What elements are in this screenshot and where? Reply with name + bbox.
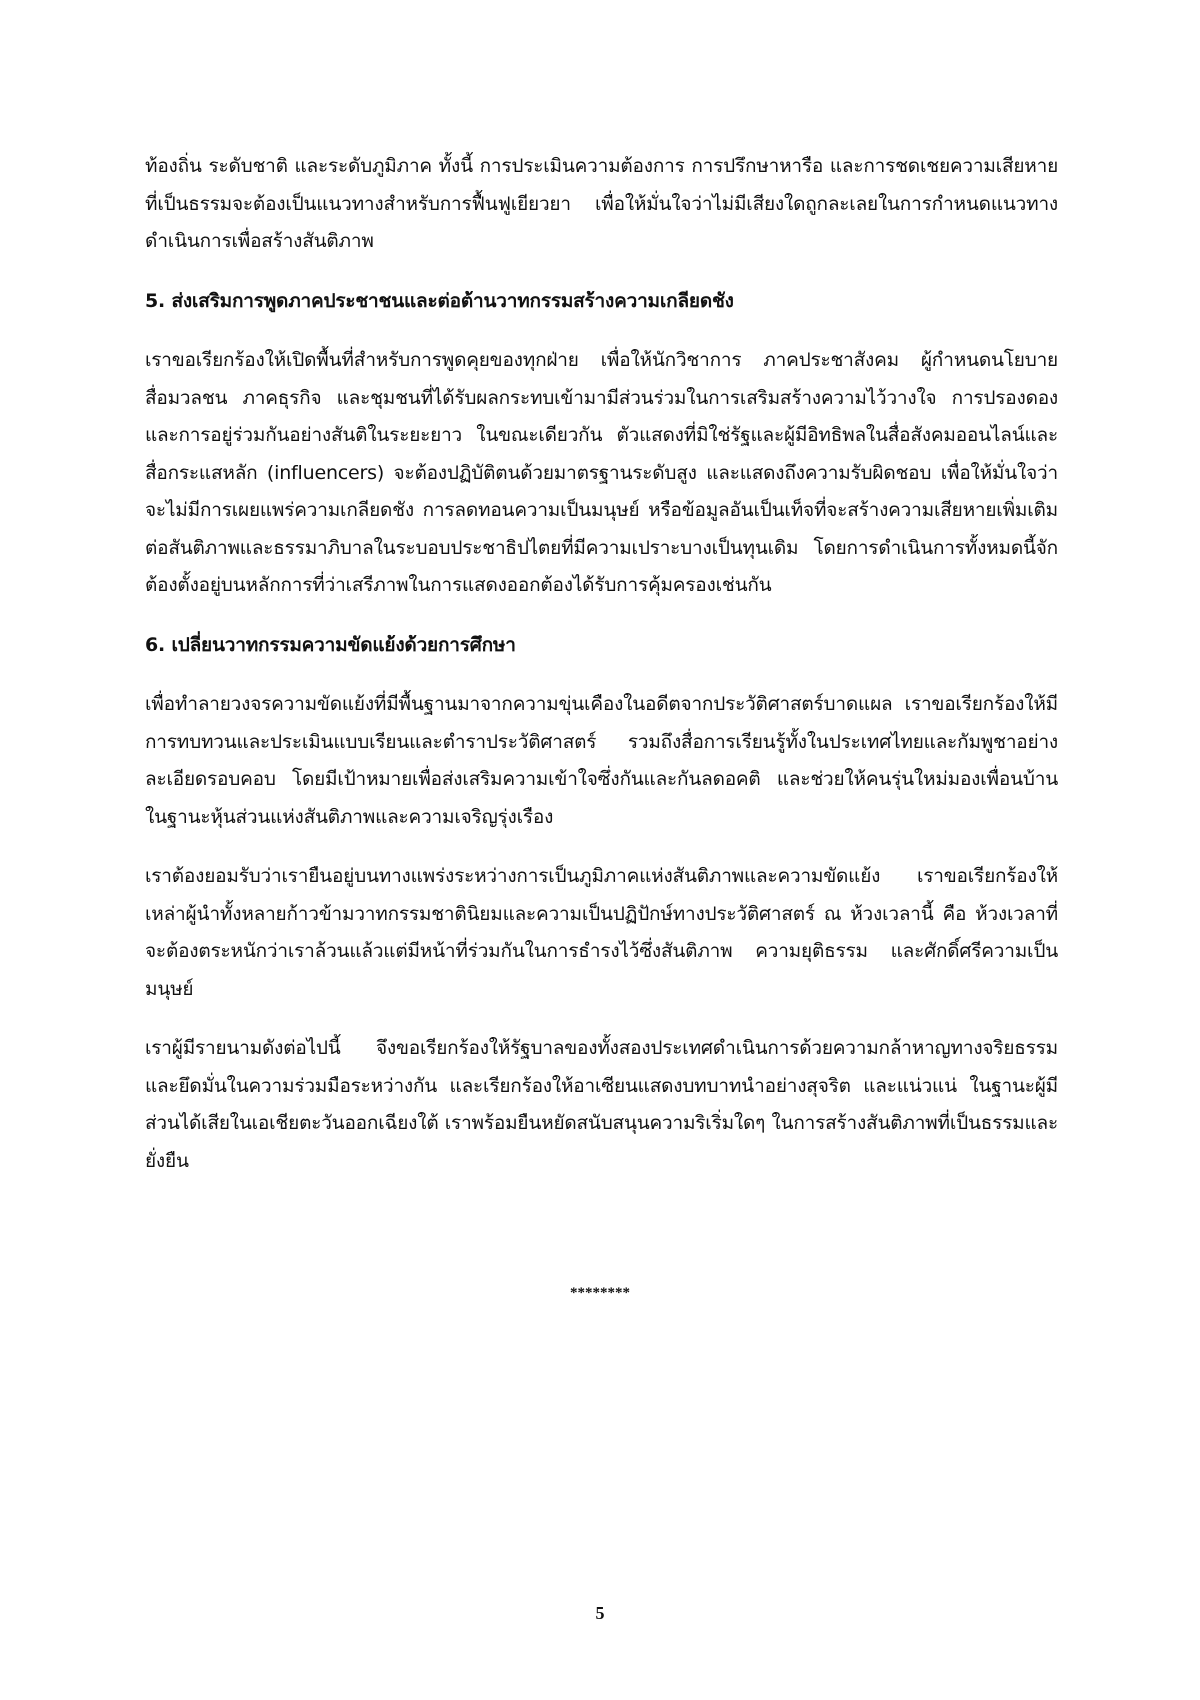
section-heading: 5. ส่งเสริมการพูดภาคประชาชนและต่อต้านวาทกรรมสร้างความเกลียดชัง: [145, 289, 734, 312]
page-number: 5: [595, 1603, 605, 1623]
opening-paragraph: ท้องถิ่น ระดับชาติ และระดับภูมิภาค ทั้งนี้ การประเมินความต้องการ การปรึกษาหารือ และการชดเชยความเสียหายที่เป็นธรรมจะต้องเป็นแนวทางสำหรับการฟื้นฟูเยียวยา เพื่อให้มั่นใจว่าไม่มีเสียงใดถูกละเลยในการกำหนดแนวทางดำเนินการเพื่อสร้างสันติภาพ: [145, 155, 1058, 252]
section-6: [145, 627, 1058, 1181]
section-paragraph: เราต้องยอมรับว่าเรายืนอยู่บนทางแพร่งระหว่างการเป็นภูมิภาคแห่งสันติภาพและความขัดแย้ง เราขอเรียกร้องให้เหล่าผู้นำทั้งหลายก้าวข้ามวาทกรรมชาตินิยมและความเป็นปฏิปักษ์ทางประวัติศาสตร์ ณ ห้วงเวลานี้ คือ ห้วงเวลาที่จะต้องตระหนักว่าเราล้วนแล้วแต่มีหน้าที่ร่วมกันในการธำรงไว้ซึ่งสันติภาพ ความยุติธรรม และศักดิ์ศรีความเป็นมนุษย์: [145, 865, 1058, 1000]
section-heading: 6. เปลี่ยนวาทกรรมความขัดแย้งด้วยการศึกษา: [145, 633, 516, 656]
section-paragraph: เพื่อทำลายวงจรความขัดแย้งที่มีพื้นฐานมาจากความขุ่นเคืองในอดีตจากประวัติศาสตร์บาดแผล เราขอเรียกร้องให้มีการทบทวนและประเมินแบบเรียนและตำราประวัติศาสตร์ รวมถึงสื่อการเรียนรู้ทั้งในประเทศไทยและกัมพูชาอย่างละเอียดรอบคอบ โดยมีเป้าหมายเพื่อส่งเสริมความเข้าใจซึ่งกันและกันลดอคติ และช่วยให้คนรุ่นใหม่มองเพื่อนบ้านในฐานะหุ้นส่วนแห่งสันติภาพและความเจริญรุ่งเรือง: [145, 693, 1058, 828]
document-page: [145, 148, 1058, 1180]
closing-paragraph: เราผู้มีรายนามดังต่อไปนี้ จึงขอเรียกร้องให้รัฐบาลของทั้งสองประเทศดำเนินการด้วยความกล้าหาญทางจริยธรรมและยึดมั่นในความร่วมมือระหว่างกัน และเรียกร้องให้อาเซียนแสดงบทบาทนำอย่างสุจริต และแน่วแน่ ในฐานะผู้มีส่วนได้เสียในเอเชียตะวันออกเฉียงใต้ เราพร้อมยืนหยัดสนับสนุนความริเริ่มใดๆ ในการสร้างสันติภาพที่เป็นธรรมและยั่งยืน: [145, 1037, 1058, 1172]
end-separator: ********: [570, 1285, 630, 1301]
section-paragraph: เราขอเรียกร้องให้เปิดพื้นที่สำหรับการพูดคุยของทุกฝ่าย เพื่อให้นักวิชาการ ภาคประชาสังคม ผู้กำหนดนโยบาย สื่อมวลชน ภาคธุรกิจ และชุมชนที่ได้รับผลกระทบเข้ามามีส่วนร่วมในการเสริมสร้างความไว้วางใจ การปรองดอง และการอยู่ร่วมกันอย่างสันติในระยะยาว ในขณะเดียวกัน ตัวแสดงที่มิใช่รัฐและผู้มีอิทธิพลในสื่อสังคมออนไลน์และสื่อกระแสหลัก (influencers) จะต้องปฏิบัติตนด้วยมาตรฐานระดับสูง และแสดงถึงความรับผิดชอบ เพื่อให้มั่นใจว่าจะไม่มีการเผยแพร่ความเกลียดชัง การลดทอนความเป็นมนุษย์ หรือข้อมูลอันเป็นเท็จที่จะสร้างความเสียหายเพิ่มเติมต่อสันติภาพและธรรมาภิบาลในระบอบประชาธิปไตยที่มีความเปราะบางเป็นทุนเดิม โดยการดำเนินการทั้งหมดนี้จักต้องตั้งอยู่บนหลักการที่ว่าเสรีภาพในการแสดงออกต้องได้รับการคุ้มครองเช่นกัน: [145, 349, 1058, 596]
section-5: [145, 283, 1058, 605]
